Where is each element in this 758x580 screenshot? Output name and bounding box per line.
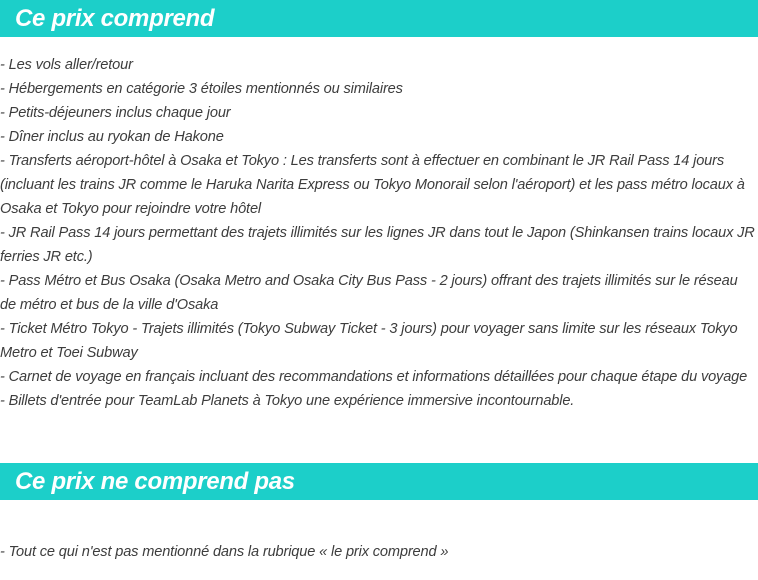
list-item: - Carnet de voyage en français incluant des recommandations et informations détaillées pour chaque étape du voyage [0, 369, 748, 385]
excluded-items-list [0, 540, 756, 564]
list-item: - Hébergements en catégorie 3 étoiles mentionnés ou similaires [0, 81, 403, 97]
excluded-section-header [0, 463, 758, 500]
list-item: - Dîner inclus au ryokan de Hakone [0, 129, 224, 145]
list-item: - Pass Métro et Bus Osaka (Osaka Metro and Osaka City Bus Pass - 2 jours) offrant des trajets illimités sur le réseau de métro et bus de la ville d'Osaka [0, 273, 738, 313]
included-section-title: Ce prix comprend [15, 5, 215, 32]
list-item: - Petits-déjeuners inclus chaque jour [0, 105, 231, 121]
list-item: - JR Rail Pass 14 jours permettant des trajets illimités sur les lignes JR dans tout le Japon (Shinkansen trains locaux JR ferries JR etc.) [0, 225, 755, 265]
list-item: - Tout ce qui n'est pas mentionné dans la rubrique « le prix comprend » [0, 544, 449, 560]
list-item: - Transferts aéroport-hôtel à Osaka et Tokyo : Les transferts sont à effectuer en combinant le JR Rail Pass 14 jours (incluant les trains JR comme le Haruka Narita Express ou Tokyo Monorail selon l'aéroport) et les pass métro locaux à Osaka et Tokyo pour rejoindre votre hôtel [0, 153, 745, 217]
included-items-list [0, 53, 756, 413]
included-section-header [0, 0, 758, 37]
list-item: - Les vols aller/retour [0, 57, 133, 73]
list-item: - Billets d'entrée pour TeamLab Planets à Tokyo une expérience immersive incontournable. [0, 393, 575, 409]
list-item: - Ticket Métro Tokyo - Trajets illimités (Tokyo Subway Ticket - 3 jours) pour voyager sans limite sur les réseaux Tokyo Metro et Toei Subway [0, 321, 738, 361]
excluded-section-title: Ce prix ne comprend pas [15, 468, 295, 495]
